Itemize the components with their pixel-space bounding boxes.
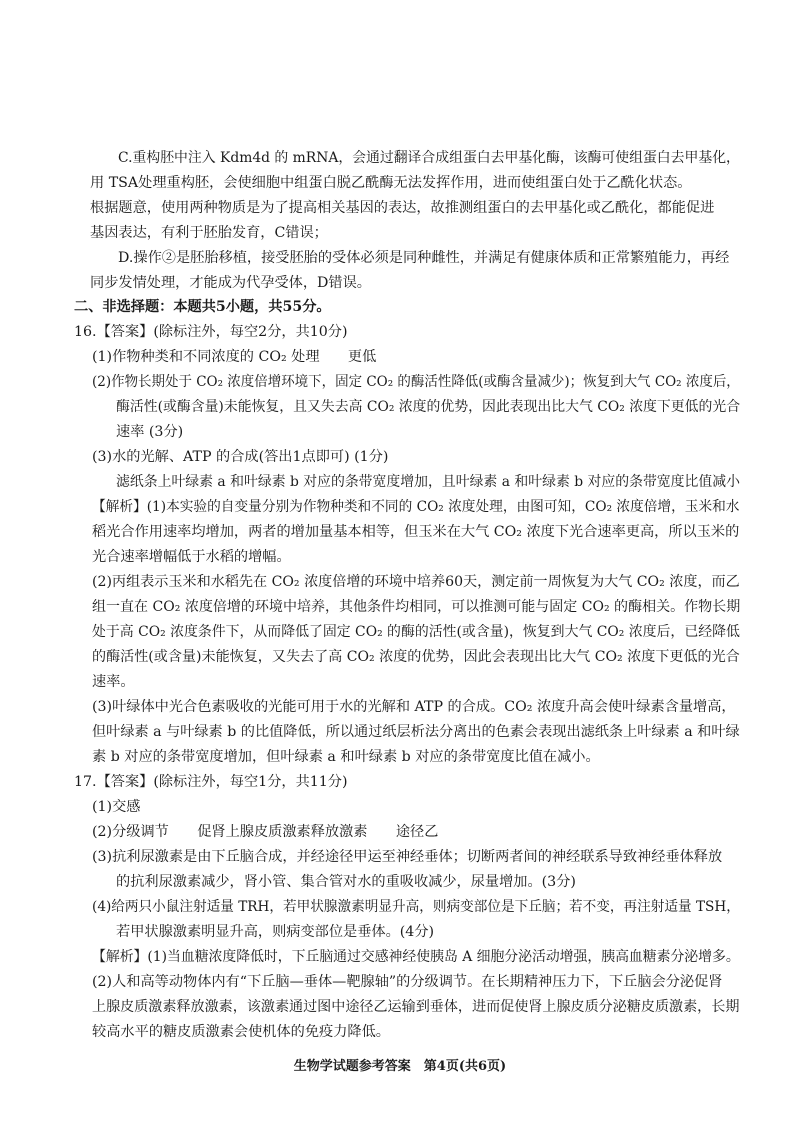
text-line: D.操作②是胚胎移植，接受胚胎的受体必须是同种雌性，并满足有健康体质和正常繁殖能力，再经 [118, 250, 730, 266]
answer-line: (3)水的光解、ATP 的合成(答出1点即可) (1分) [92, 449, 389, 465]
explanation-line: 上腺皮质激素释放激素，该激素通过图中途径乙运输到垂体，进而促使肾上腺皮质分泌糖皮质激素，长期 [92, 999, 740, 1015]
explanation-line: 但叶绿素 a 与叶绿素 b 的比值降低，所以通过纸层析法分离出的色素会表现出滤纸条上叶绿素 a 和叶绿 [92, 724, 740, 740]
explanation-line: 速率。 [92, 674, 135, 690]
answer-line: 速率 (3分) [116, 424, 184, 440]
answer-line: 滤纸条上叶绿素 a 和叶绿素 b 对应的条带宽度增加，且叶绿素 a 和叶绿素 b 对应的条带宽度比值减小 [116, 474, 740, 490]
answer-line: (1)交感 [92, 799, 141, 815]
explanation-line: 处于高 CO₂ 浓度条件下，从而降低了固定 CO₂ 的酶的活性(或含量)，恢复到大气 CO₂ 浓度后，已经降低 [92, 624, 740, 640]
question-title: 16.【答案】(除标注外，每空2分，共10分) [74, 324, 348, 340]
explanation-line: 光合速率增幅低于水稻的增幅。 [92, 549, 291, 565]
answer-line: 的抗利尿激素减少，肾小管、集合管对水的重吸收减少，尿量增加。(3分) [116, 874, 576, 890]
text-line: 根据题意，使用两种物质是为了提高相关基因的表达，故推测组蛋白的去甲基化或乙酰化，都能促进 [90, 200, 715, 216]
explanation-line: 【解析】(1)本实验的自变量分别为作物种类和不同的 CO₂ 浓度处理，由图可知，CO₂ 浓度倍增，玉米和水 [92, 499, 740, 515]
page-footer: 生物学试题参考答案 第4页(共6页) [293, 1059, 507, 1074]
explanation-line: 组一直在 CO₂ 浓度倍增的环境中培养，其他条件均相同，可以推测可能与固定 CO₂ 的酶相关。作物长期 [92, 599, 741, 615]
answer-line: (4)给两只小鼠注射适量 TRH，若甲状腺激素明显升高，则病变部位是下丘脑；若不变，再注射适量 TSH， [92, 899, 740, 915]
text-line: 基因表达，有利于胚胎发育，C错误； [90, 225, 328, 241]
section-heading: 二、非选择题：本题共5小题，共55分。 [74, 299, 331, 315]
answer-line: (3)抗利尿激素是由下丘脑合成，并经途径甲运至神经垂体；切断两者间的神经联系导致神经垂体释放 [92, 849, 723, 865]
answer-line: 酶活性(或酶含量)未能恢复，且又失去高 CO₂ 浓度的优势，因此表现出比大气 CO₂ 浓度下更低的光合 [116, 399, 741, 415]
answer-line: (1)作物种类和不同浓度的 CO₂ 处理 更低 [92, 349, 377, 365]
answer-line: (2)作物长期处于 CO₂ 浓度倍增环境下，固定 CO₂ 的酶活性降低(或酶含量减少)；恢复到大气 CO₂ 浓度后， [92, 374, 740, 390]
answer-line: (2)分级调节 促肾上腺皮质激素释放激素 途径乙 [92, 824, 439, 840]
explanation-line: 素 b 对应的条带宽度增加，但叶绿素 a 和叶绿素 b 对应的条带宽度比值在减小。 [92, 749, 600, 765]
question-title: 17.【答案】(除标注外，每空1分，共11分) [74, 774, 348, 790]
explanation-line: 【解析】(1)当血糖浓度降低时，下丘脑通过交感神经使胰岛 A 细胞分泌活动增强，胰高血糖素分泌增多。 [92, 949, 740, 965]
explanation-line: 较高水平的糖皮质激素会使机体的免疫力降低。 [92, 1024, 390, 1040]
explanation-line: (2)人和高等动物体内有“下丘脑—垂体—靶腺轴”的分级调节。在长期精神压力下，下丘脑会分泌促肾 [92, 974, 723, 990]
explanation-line: 稻光合作用速率均增加，两者的增加量基本相等，但玉米在大气 CO₂ 浓度下光合速率更高，所以玉米的 [92, 524, 740, 540]
explanation-line: (3)叶绿体中光合色素吸收的光能可用于水的光解和 ATP 的合成。CO₂ 浓度升高会使叶绿素含量增高， [92, 699, 736, 715]
explanation-line: (2)丙组表示玉米和水稻先在 CO₂ 浓度倍增的环境中培养60天，测定前一周恢复为大气 CO₂ 浓度，而乙 [92, 574, 740, 590]
text-line: C.重构胚中注入 Kdm4d 的 mRNA，会通过翻译合成组蛋白去甲基化酶，该酶可使组蛋白去甲基化， [118, 150, 740, 166]
text-line: 同步发情处理，才能成为代孕受体，D错误。 [90, 275, 371, 291]
explanation-line: 的酶活性(或含量)未能恢复，又失去了高 CO₂ 浓度的优势，因此会表现出比大气 CO₂ 浓度下更低的光合 [92, 649, 740, 665]
text-line: 用 TSA处理重构胚，会使细胞中组蛋白脱乙酰酶无法发挥作用，进而使组蛋白处于乙酰化状态。 [90, 175, 692, 191]
answer-line: 若甲状腺激素明显升高，则病变部位是垂体。(4分) [116, 924, 435, 940]
